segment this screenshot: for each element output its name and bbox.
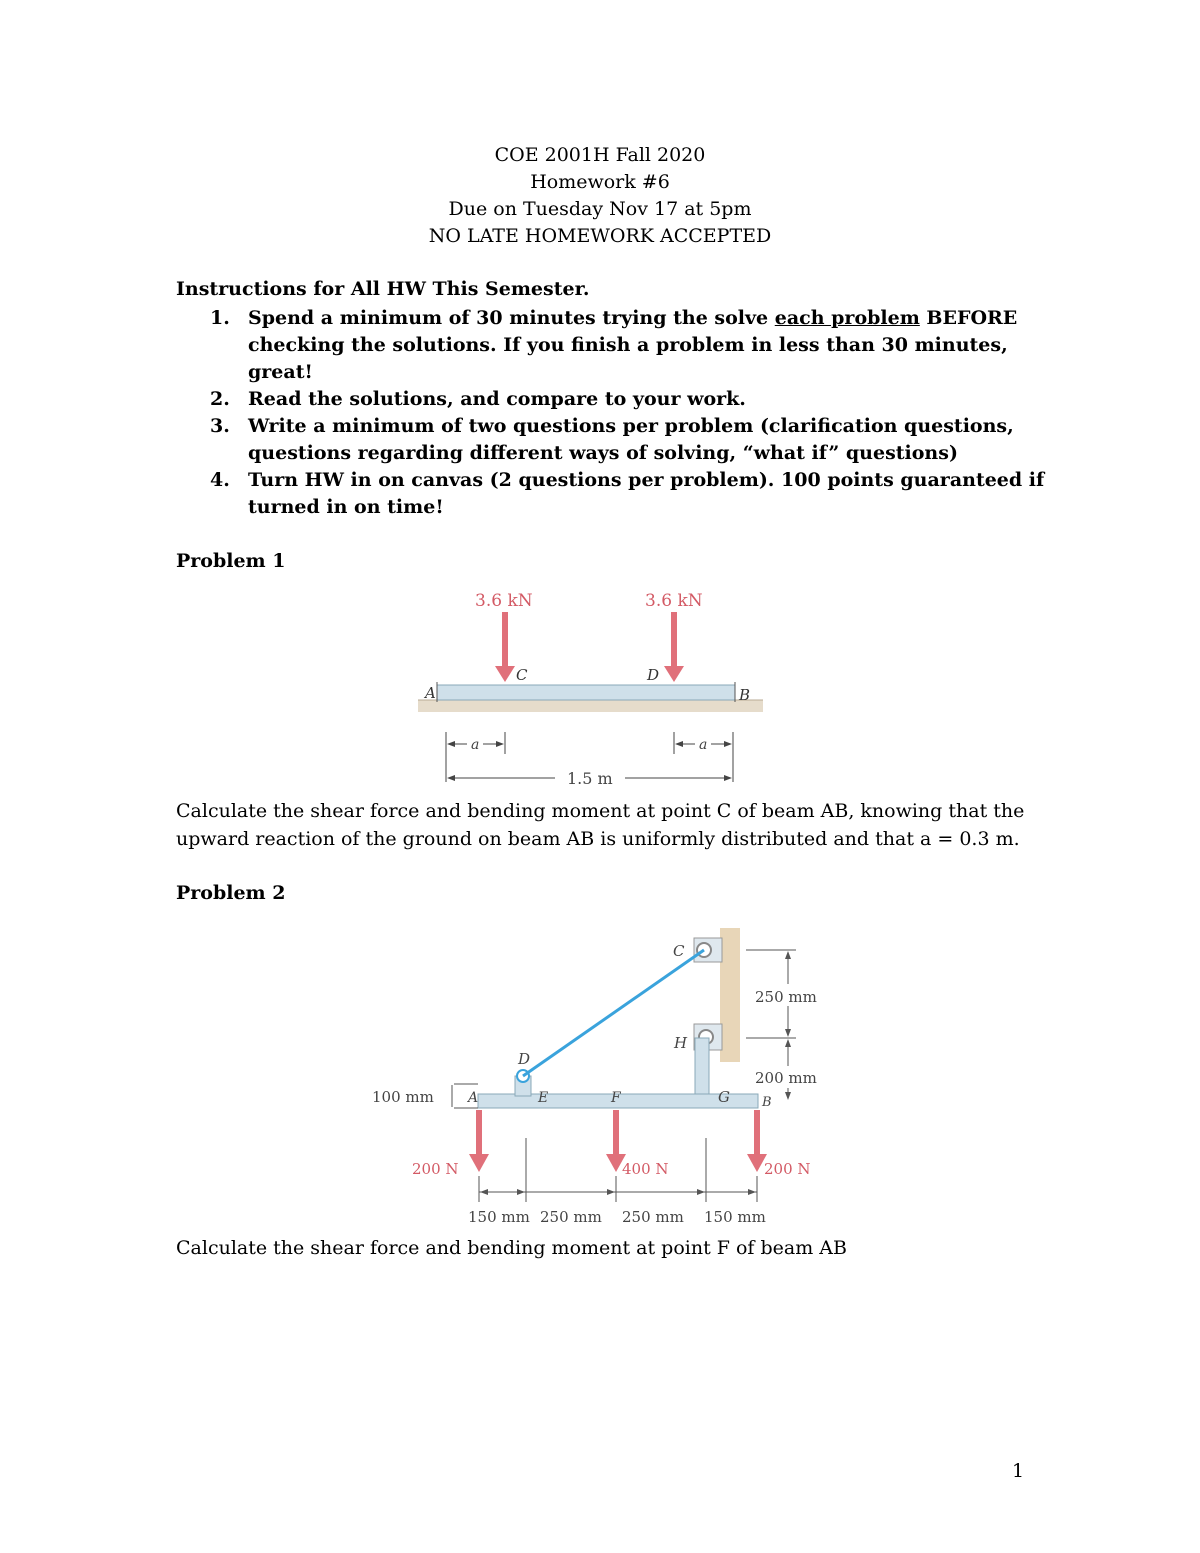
instruction-item [176, 413, 1056, 467]
page-number: 1 [1012, 1460, 1025, 1482]
load-label-1: 3.6 kN [475, 591, 533, 611]
dim-label-a1: a [471, 737, 480, 753]
point-label-g: G [718, 1088, 730, 1106]
dim-label-250: 250 mm [755, 988, 817, 1006]
item-number: 3. [210, 415, 230, 437]
problem1-diagram [415, 582, 775, 792]
point-label-f: F [611, 1090, 621, 1106]
problem2-diagram [368, 926, 838, 1226]
load-label-right: 200 N [764, 1160, 811, 1178]
point-label-d: D [518, 1050, 531, 1068]
load-arrow-c [495, 612, 515, 682]
load-arrow-a [469, 1110, 489, 1172]
item-text: Write a minimum of two questions per problem (clarification questions, questions regarding different ways of solving, “what if” questions) [248, 415, 1014, 464]
instruction-item [176, 386, 1056, 413]
problem2-text: Calculate the shear force and bending moment at point F of beam AB [176, 1237, 847, 1259]
item-text: Turn HW in on canvas (2 questions per problem). 100 points guaranteed if turned in on time! [248, 469, 1045, 518]
point-label-h: H [674, 1034, 688, 1052]
point-label-e: E [538, 1090, 549, 1106]
span-label-2: 250 mm [540, 1208, 602, 1226]
bracket-c [694, 938, 722, 962]
item-number: 2. [210, 388, 230, 410]
span-label-3: 250 mm [622, 1208, 684, 1226]
dim-label-200: 200 mm [755, 1069, 817, 1087]
problem1-text: Calculate the shear force and bending moment at point C of beam AB, knowing that the upward reaction of the ground on beam AB is uniformly distributed and that a = 0.3 m. [176, 800, 1025, 850]
point-label-b: B [762, 1095, 772, 1110]
dim-label-100: 100 mm [372, 1088, 434, 1106]
cable-cd [523, 950, 704, 1076]
problem1-figure [415, 582, 775, 796]
load-label-2: 3.6 kN [645, 591, 703, 611]
dim-label-a2: a [699, 737, 708, 753]
dim-label-total: 1.5 m [567, 769, 613, 788]
homework-title: Homework #6 [530, 171, 670, 193]
load-arrow-d [664, 612, 684, 682]
late-policy: NO LATE HOMEWORK ACCEPTED [428, 225, 772, 247]
post-h [695, 1038, 709, 1100]
item-number: 1. [210, 307, 230, 329]
point-label-c: C [673, 942, 685, 960]
point-label-d: D [647, 666, 660, 684]
document-header [0, 142, 1200, 250]
item-text-underlined: each problem [774, 307, 920, 329]
item-number: 4. [210, 469, 230, 491]
item-text: Read the solutions, and compare to your work. [248, 388, 746, 410]
instruction-item [176, 305, 1056, 386]
problem2-figure [368, 926, 838, 1230]
problem1-title: Problem 1 [176, 550, 286, 572]
point-label-a: A [425, 684, 436, 702]
problem2-title: Problem 2 [176, 882, 286, 904]
point-label-c: C [516, 666, 528, 684]
beam-ab [437, 685, 735, 700]
span-label-1: 150 mm [468, 1208, 530, 1226]
instructions-list [176, 305, 1056, 521]
load-label-mid: 400 N [622, 1160, 669, 1178]
point-label-b: B [739, 686, 751, 704]
instruction-item [176, 467, 1056, 521]
span-label-4: 150 mm [704, 1208, 766, 1226]
ground-surface [418, 700, 763, 712]
item-text-pre: Spend a minimum of 30 minutes trying the solve [248, 307, 775, 329]
item-text-post: BEFORE checking the solutions. If you finish a problem in less than 30 minutes, great! [248, 307, 1018, 383]
due-date: Due on Tuesday Nov 17 at 5pm [448, 198, 752, 220]
wall [720, 928, 740, 1062]
course-title: COE 2001H Fall 2020 [494, 144, 706, 166]
load-label-left: 200 N [412, 1160, 459, 1178]
point-label-a: A [468, 1090, 479, 1106]
instructions-title: Instructions for All HW This Semester. [176, 278, 590, 300]
